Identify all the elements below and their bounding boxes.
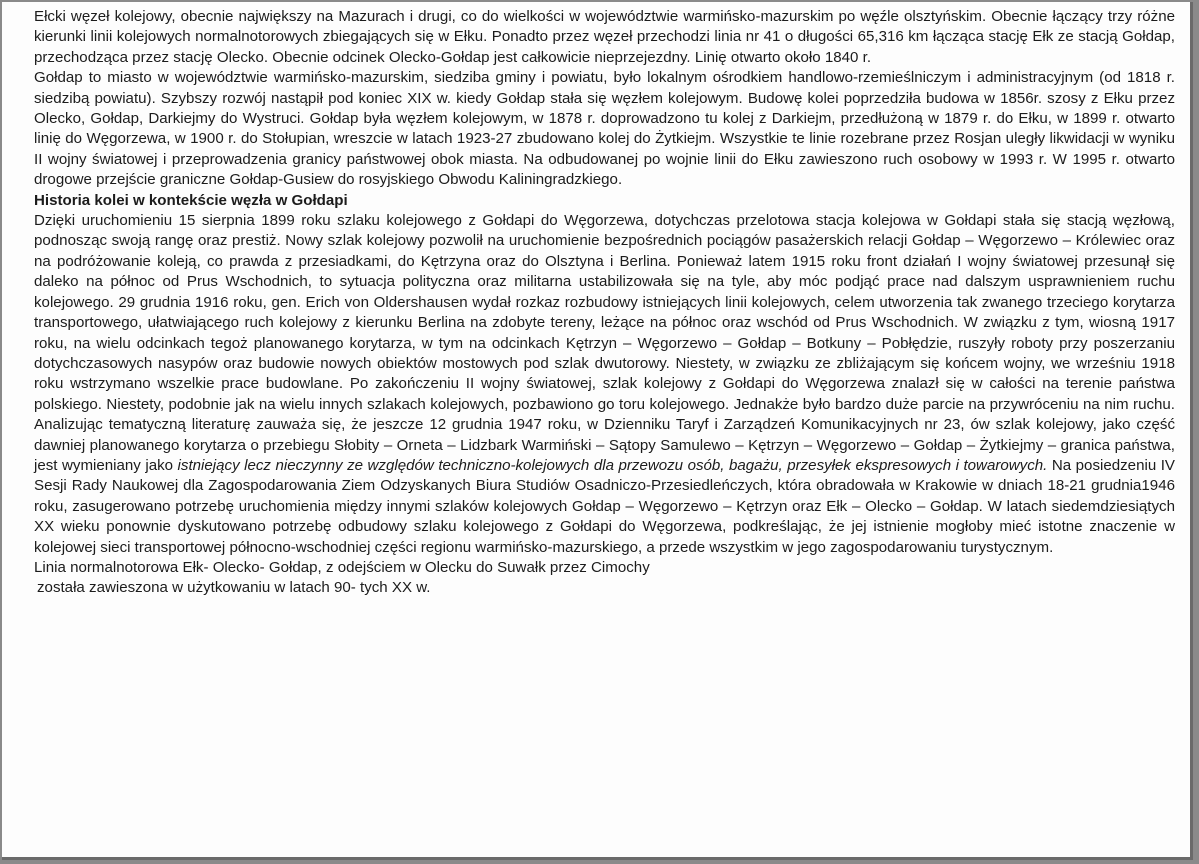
history-text-part2: Na posiedzeniu IV Sesji Rady Naukowej dla Zagospodarowania Ziem Odzyskanych Biura Studiów Osadniczo-Przesiedleńczych, która obradowała w Krakowie w dniach 18-21 grudnia1946 roku, zasugerowano potrzebę uruchomienia między innymi szlaków kolejowych Gołdap – Węgorzewo – Kętrzyn oraz Ełk – Olecko – Gołdap. W latach siedemdziesiątych XX wieku ponownie dyskutowano potrzebę odbudowy szlaku kolejowego z Gołdapi do Węgorzewa, podkreślając, że jej istnienie mogłoby mieć istotne znaczenie w kolejowej sieci transportowej północno-wschodniej części regionu warmińsko-mazurskiego, a przede wszystkim w jego zagospodarowaniu turystycznym.	[34, 456, 1175, 556]
paragraph-goldap: Gołdap to miasto w województwie warmińsko-mazurskim, siedziba gminy i powiatu, było lokalnym ośrodkiem handlowo-rzemieślniczym i administracyjnym (od 1818 r. siedzibą powiatu). Szybszy rozwój nastąpił pod koniec XIX w. kiedy Gołdap stała się węzłem kolejowym. Budowę kolei poprzedziła budowa w 1856r. szosy z Ełku przez Olecko, Gołdap, Darkiejmy do Wystruci. Gołdap była węzłem kolejowym, w 1878 r. doprowadzono tu kolej z Darkiejm, przedłużoną w 1879 r. do Ełku, w 1899 r. otwarto linię do Węgorzewa, w 1900 r. do Stołupian, wreszcie w latach 1923-27 zbudowano kolej do Żytkiejm. Wszystkie te linie rozebrane przez Rosjan uległy likwidacji w wyniku II wojny światowej i przeprowadzenia granicy państwowej obok miasta. Na odbudowanej po wojnie linii do Ełku zawieszono ruch osobowy w 1993 r. W 1995 r. otwarto drogowe przejście graniczne Gołdap-Gusiew do rosyjskiego Obwodu Kaliningradzkiego.	[34, 69, 1175, 189]
document-body	[34, 7, 1175, 599]
history-quote-italic: istniejący lecz nieczynny ze względów techniczno-kolejowych dla przewozu osób, bagażu, przesyłek ekspresowych i towarowych.	[177, 456, 1048, 474]
closing-line-2: została zawieszona w użytkowaniu w latach 90- tych XX w.	[37, 579, 431, 597]
paragraph-elk-junction: Ełcki węzeł kolejowy, obecnie największy na Mazurach i drugi, co do wielkości w województwie warmińsko-mazurskim po węźle olsztyńskim. Obecnie łączący trzy różne kierunki linii kolejowych normalnotorowych zbiegających się w Ełku. Ponadto przez węzeł przechodzi linia nr 41 o długości 65,316 km łącząca stację Ełk ze stacją Gołdap, przechodząca przez stację Olecko. Obecnie odcinek Olecko-Gołdap jest całkowicie nieprzejezdny. Linię otwarto około 1840 r.	[34, 8, 1175, 66]
document-page	[2, 2, 1193, 860]
paragraph-history	[34, 211, 1175, 558]
section-heading: Historia kolei w kontekście węzła w Gołdapi	[34, 191, 348, 209]
history-text-part1: Dzięki uruchomieniu 15 sierpnia 1899 roku szlaku kolejowego z Gołdapi do Węgorzewa, dotychczas przelotowa stacja kolejowa w Gołdapi stała się stacją węzłową, podnosząc swoją rangę oraz prestiż. Nowy szlak kolejowy pozwolił na uruchomienie bezpośrednich pociągów pasażerskich relacji Gołdap – Węgorzewo – Królewiec oraz na podróżowanie koleją, co prawda z przesiadkami, do Kętrzyna oraz do Olsztyna i Berlina. Ponieważ latem 1915 roku front działań I wojny światowej przesunął się daleko na północ od Prus Wschodnich, to sytuacja polityczna oraz militarna ustabilizowała się na tyle, aby móc podjąć prace nad dalszym usprawnieniem ruchu kolejowego. 29 grudnia 1916 roku, gen. Erich von Oldershausen wydał rozkaz rozbudowy istniejących linii kolejowych, celem utworzenia tak zwanego trzeciego korytarza transportowego, ułatwiającego ruch kolejowy z kierunku Berlina na zdobyte tereny, leżące na północ oraz wschód od Prus Wschodnich. W związku z tym, wiosną 1917 roku, na wielu odcinkach tegoż planowanego korytarza, w tym na odcinkach Kętrzyn – Węgorzewo – Gołdap – Botkuny – Pobłędzie, ruszyły roboty przy poszerzaniu dotychczasowych nasypów oraz budowie nowych obiektów mostowych pod szlak dwutorowy. Niestety, w związku ze zbliżającym się końcem wojny, we wrześniu 1918 roku wstrzymano wszelkie prace budowlane. Po zakończeniu II wojny światowej, szlak kolejowy z Gołdapi do Węgorzewa znalazł się w całości na terenie państwa polskiego. Niestety, podobnie jak na wielu innych szlakach kolejowych, pozbawiono go toru kolejowego. Jednakże było bardzo duże parcie na przywróceniu na nim ruchu. Analizując tematyczną literaturę zauważa się, że jeszcze 12 grudnia 1947 roku, w Dzienniku Taryf i Zarządzeń Komunikacyjnych nr 23, ów szlak kolejowy, jako część dawniej planowanego korytarza o przebiegu Słobity – Orneta – Lidzbark Warmiński – Sątopy Samulewo – Kętrzyn – Węgorzewo – Gołdap – Żytkiejmy – granica państwa, jest wymieniany jako	[34, 212, 1175, 474]
closing-line-1: Linia normalnotorowa Ełk- Olecko- Gołdap, z odejściem w Olecku do Suwałk przez Cimochy	[34, 558, 650, 576]
